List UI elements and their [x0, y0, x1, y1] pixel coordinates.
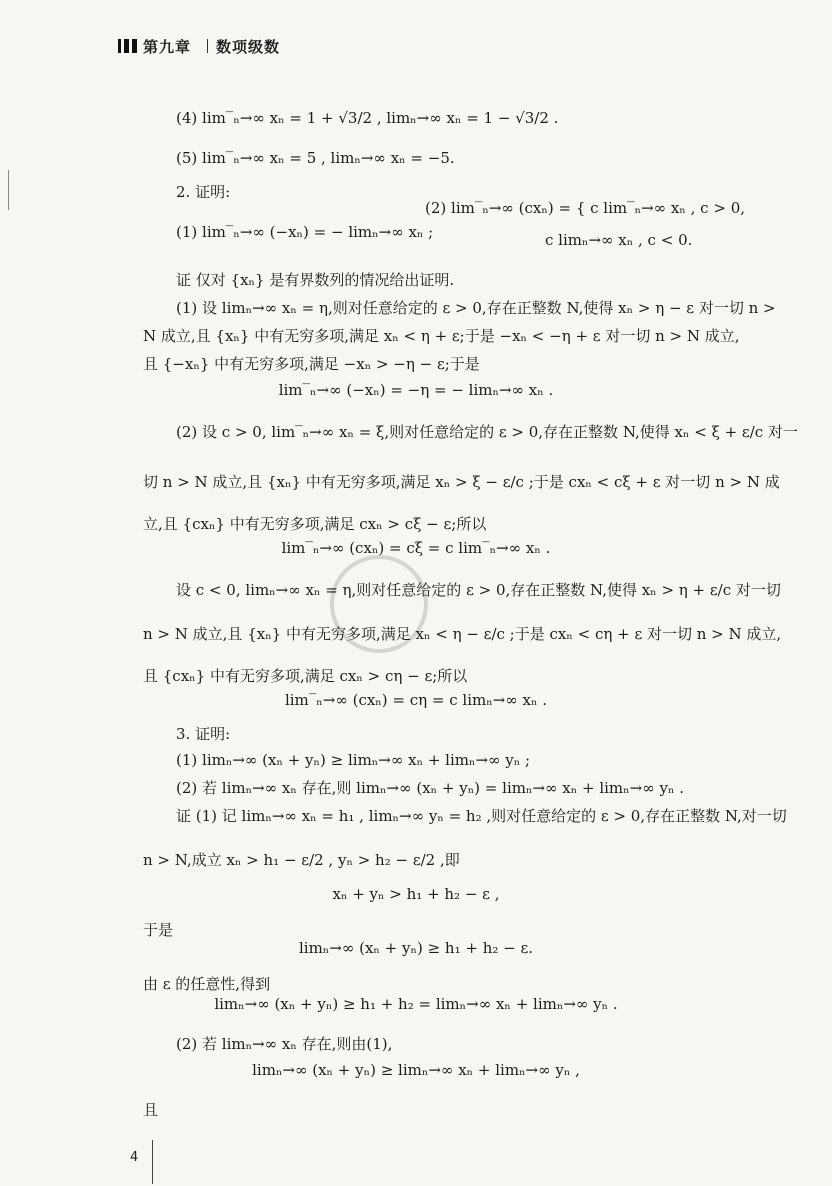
question-2-title: 2. 证明:	[176, 183, 231, 201]
proof-2-line-3: 立,且 {cxₙ} 中有无穷多项,满足 cxₙ > cξ − ε;所以	[143, 515, 487, 533]
header-bars-icon	[118, 39, 137, 53]
subject-label: 数项级数	[216, 37, 281, 56]
proof-intro: 证 仅对 {xₙ} 是有界数列的情况给出证明.	[176, 271, 455, 289]
answer-5: (5) lim‾ₙ→∞ xₙ = 5 , limₙ→∞ xₙ = −5.	[176, 149, 455, 167]
solution-1-line-2: n > N,成立 xₙ > h₁ − ε/2 , yₙ > h₂ − ε/2 ,即	[143, 851, 460, 869]
proof-3-conclusion: lim‾ₙ→∞ (cxₙ) = cη = c limₙ→∞ xₙ .	[284, 691, 548, 709]
question-2-part-2-case-1: (2) lim‾ₙ→∞ (cxₙ) = { c lim‾ₙ→∞ xₙ , c > 0,	[425, 199, 746, 217]
solution-1-arbitrary: 由 ε 的任意性,得到	[143, 975, 271, 993]
question-3-part-1: (1) limₙ→∞ (xₙ + yₙ) ≥ limₙ→∞ xₙ + limₙ→∞ yₙ ;	[176, 751, 531, 769]
question-3-title: 3. 证明:	[176, 725, 231, 743]
solution-1-inequality: xₙ + yₙ > h₁ + h₂ − ε ,	[332, 885, 500, 903]
question-3-part-2: (2) 若 limₙ→∞ xₙ 存在,则 limₙ→∞ (xₙ + yₙ) = limₙ→∞ xₙ + limₙ→∞ yₙ .	[176, 779, 684, 797]
proof-1-line-2: N 成立,且 {xₙ} 中有无穷多项,满足 xₙ < η + ε;于是 −xₙ < −η + ε 对一切 n > N 成立,	[143, 327, 740, 345]
proof-1-line-3: 且 {−xₙ} 中有无穷多项,满足 −xₙ > −η − ε;于是	[143, 355, 480, 373]
proof-2-line-1: (2) 设 c > 0, lim‾ₙ→∞ xₙ = ξ,则对任意给定的 ε > 0,存在正整数 N,使得 xₙ < ξ + ε/c 对一	[176, 423, 798, 441]
question-2-part-1: (1) lim‾ₙ→∞ (−xₙ) = − limₙ→∞ xₙ ;	[176, 223, 434, 241]
proof-1-line-1: (1) 设 limₙ→∞ xₙ = η,则对任意给定的 ε > 0,存在正整数 N,使得 xₙ > η − ε 对一切 n >	[176, 299, 776, 317]
running-header	[118, 32, 280, 60]
answer-4: (4) lim‾ₙ→∞ xₙ = 1 + √3/2 , limₙ→∞ xₙ = 1 − √3/2 .	[176, 109, 559, 127]
header-divider	[207, 39, 208, 53]
solution-1-line-1: 证 (1) 记 limₙ→∞ xₙ = h₁ , limₙ→∞ yₙ = h₂ ,则对任意给定的 ε > 0,存在正整数 N,对一切	[176, 807, 787, 825]
proof-2-line-2: 切 n > N 成立,且 {xₙ} 中有无穷多项,满足 xₙ > ξ − ε/c ;于是 cxₙ < cξ + ε 对一切 n > N 成	[143, 473, 780, 491]
proof-2-conclusion: lim‾ₙ→∞ (cxₙ) = cξ = c lim‾ₙ→∞ xₙ .	[281, 539, 551, 557]
solution-2-and: 且	[143, 1101, 159, 1119]
question-2-part-2-case-2: c limₙ→∞ xₙ , c < 0.	[545, 231, 693, 249]
proof-3-line-1: 设 c < 0, limₙ→∞ xₙ = η,则对任意给定的 ε > 0,存在正整数 N,使得 xₙ > η + ε/c 对一切	[176, 581, 781, 599]
chapter-label: 第九章	[143, 37, 192, 56]
solution-1-therefore: 于是	[143, 921, 174, 939]
footer-rule	[152, 1140, 153, 1184]
solution-2-line-1: (2) 若 limₙ→∞ xₙ 存在,则由(1),	[176, 1035, 393, 1053]
solution-1-liminf: limₙ→∞ (xₙ + yₙ) ≥ h₁ + h₂ − ε.	[298, 939, 534, 957]
page-number: 4	[130, 1150, 139, 1165]
proof-3-line-2: n > N 成立,且 {xₙ} 中有无穷多项,满足 xₙ < η − ε/c ;于是 cxₙ < cη + ε 对一切 n > N 成立,	[143, 625, 782, 643]
proof-3-line-3: 且 {cxₙ} 中有无穷多项,满足 cxₙ > cη − ε;所以	[143, 667, 468, 685]
solution-2-inequality: limₙ→∞ (xₙ + yₙ) ≥ limₙ→∞ xₙ + limₙ→∞ yₙ ,	[252, 1061, 580, 1079]
solution-1-result: limₙ→∞ (xₙ + yₙ) ≥ h₁ + h₂ = limₙ→∞ xₙ + limₙ→∞ yₙ .	[214, 995, 618, 1013]
proof-1-conclusion: lim‾ₙ→∞ (−xₙ) = −η = − limₙ→∞ xₙ .	[278, 381, 554, 399]
